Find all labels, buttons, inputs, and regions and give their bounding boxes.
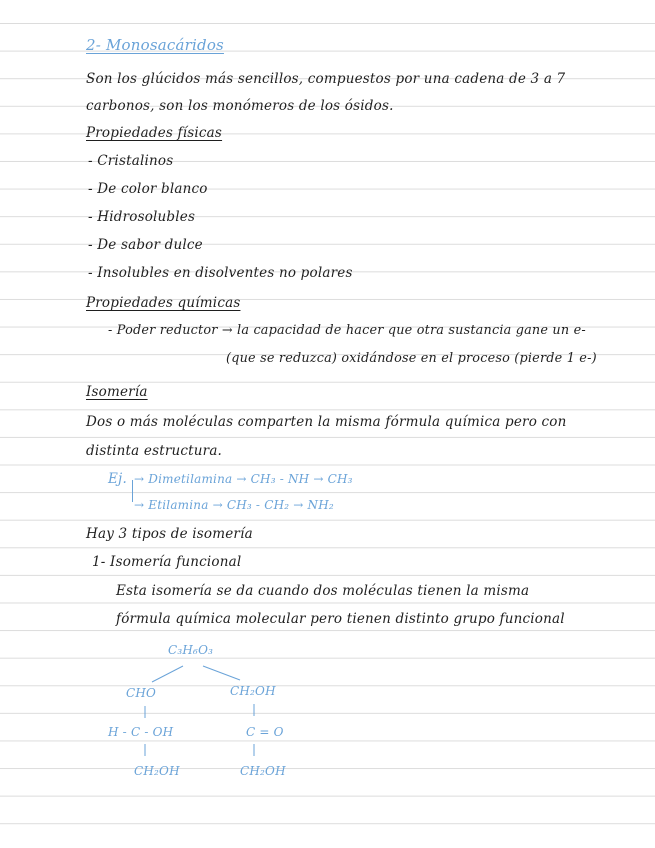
physical-item: - Insolubles en disolventes no polares	[88, 265, 353, 281]
diagram-left-mid: H - C - OH	[108, 725, 174, 739]
diagram-right-bottom: CH₂OH	[240, 764, 286, 778]
physical-item: - Cristalinos	[88, 153, 174, 169]
isomeria-heading: Isomería	[86, 384, 148, 400]
physical-item: - De color blanco	[88, 181, 208, 197]
type1-line-2: fórmula química molecular pero tienen distinto grupo funcional	[116, 611, 565, 627]
physical-item: - Hidrosolubles	[88, 209, 196, 225]
diagram-right-mid: C = O	[246, 725, 284, 739]
intro-line-2: carbonos, son los monómeros de los ósidos.	[86, 98, 394, 114]
tree-branch-left	[152, 666, 183, 682]
diagram-left-bottom: CH₂OH	[134, 764, 180, 778]
chemical-line-2: (que se reduzca) oxidándose en el proceso (pierde 1 e-)	[226, 351, 597, 366]
types-intro: Hay 3 tipos de isomería	[86, 526, 253, 542]
example-dimetilamina: → Dimetilamina → CH₃ - NH → CH₃	[134, 472, 353, 486]
intro-line-1: Son los glúcidos más sencillos, compuestos por una cadena de 3 a 7	[86, 71, 566, 87]
chemical-line-1: - Poder reductor → la capacidad de hacer que otra sustancia gane un e-	[108, 323, 586, 338]
isomeria-definition-1: Dos o más moléculas comparten la misma fórmula química pero con	[86, 414, 567, 430]
physical-heading: Propiedades físicas	[86, 125, 223, 141]
section-title: 2- Monosacáridos	[86, 36, 224, 54]
isomeria-definition-2: distinta estructura.	[86, 443, 223, 459]
example-etilamina: → Etilamina → CH₃ - CH₂ → NH₂	[134, 498, 334, 512]
type1-line-1: Esta isomería se da cuando dos moléculas tienen la misma	[116, 583, 530, 599]
diagram-left-top: CHO	[126, 686, 157, 700]
chemical-heading: Propiedades químicas	[86, 295, 241, 311]
diagram-right-top: CH₂OH	[230, 684, 276, 698]
diagram-formula: C₃H₆O₃	[168, 643, 214, 657]
tree-branch-right	[203, 666, 240, 680]
type1-heading: 1- Isomería funcional	[92, 554, 242, 570]
example-label: Ej.	[108, 471, 127, 487]
physical-item: - De sabor dulce	[88, 237, 203, 253]
